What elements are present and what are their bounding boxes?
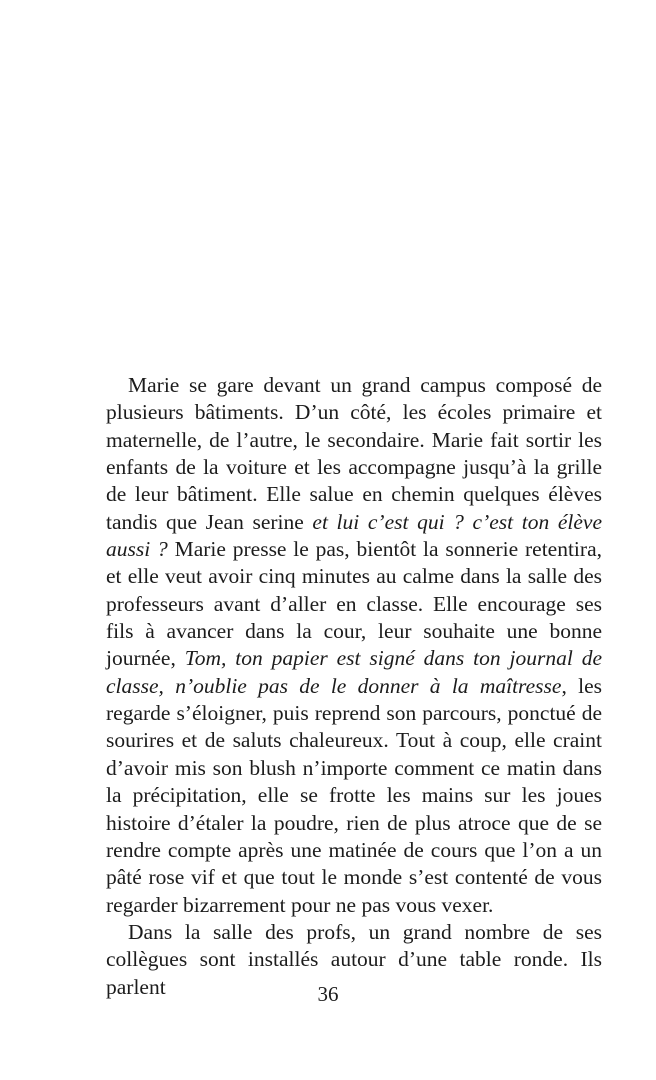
paragraph-1-segment-5: , les regarde s’éloigner, puis reprend son parcours, ponctué de sourires et de saluts chaleureux. Tout à coup, elle craint d’avoir mis son blush n’importe comment ce matin dans la précipitation, elle se frotte les mains sur les joues histoire d’étaler la poudre, rien de plus atroce que de se rendre compte après une matinée de cours que l’on a un pâté rose vif et que tout le monde s’est contenté de vous regarder bizarrement pour ne pas vous vexer. <box>106 673 602 917</box>
body-text <box>106 372 602 1001</box>
paragraph-1-segment-1: Marie se gare devant un grand campus composé de plusieurs bâtiments. D’un côté, les écoles primaire et maternelle, de l’autre, le secondaire. Marie fait sortir les enfants de la voiture et les accompagne jusqu’à la grille de leur bâtiment. Elle salue en chemin quelques élèves tandis que Jean serine <box>106 373 602 534</box>
paragraph-1-segment-2-italic: et lui c’est qui ? c’est ton élève aussi ? <box>106 509 602 562</box>
page-number: 36 <box>317 982 339 1006</box>
paragraph-1-segment-3: Marie presse le pas, bientôt la sonnerie retentira, et elle veut avoir cinq minutes au calme dans la salle des professeurs avant d’aller en classe. Elle encourage ses fils à avancer dans la cour, leur souhaite une bonne journée, <box>106 537 602 671</box>
paragraph-1 <box>106 372 602 919</box>
paragraph-1-segment-4-italic: Tom, ton papier est signé dans ton journal de classe, n’oublie pas de le donner à la maîtresse <box>106 646 602 698</box>
paragraph-2-segment-1: Dans la salle des profs, un grand nombre de ses collègues sont installés autour d’une table ronde. Ils parlent <box>106 919 602 999</box>
